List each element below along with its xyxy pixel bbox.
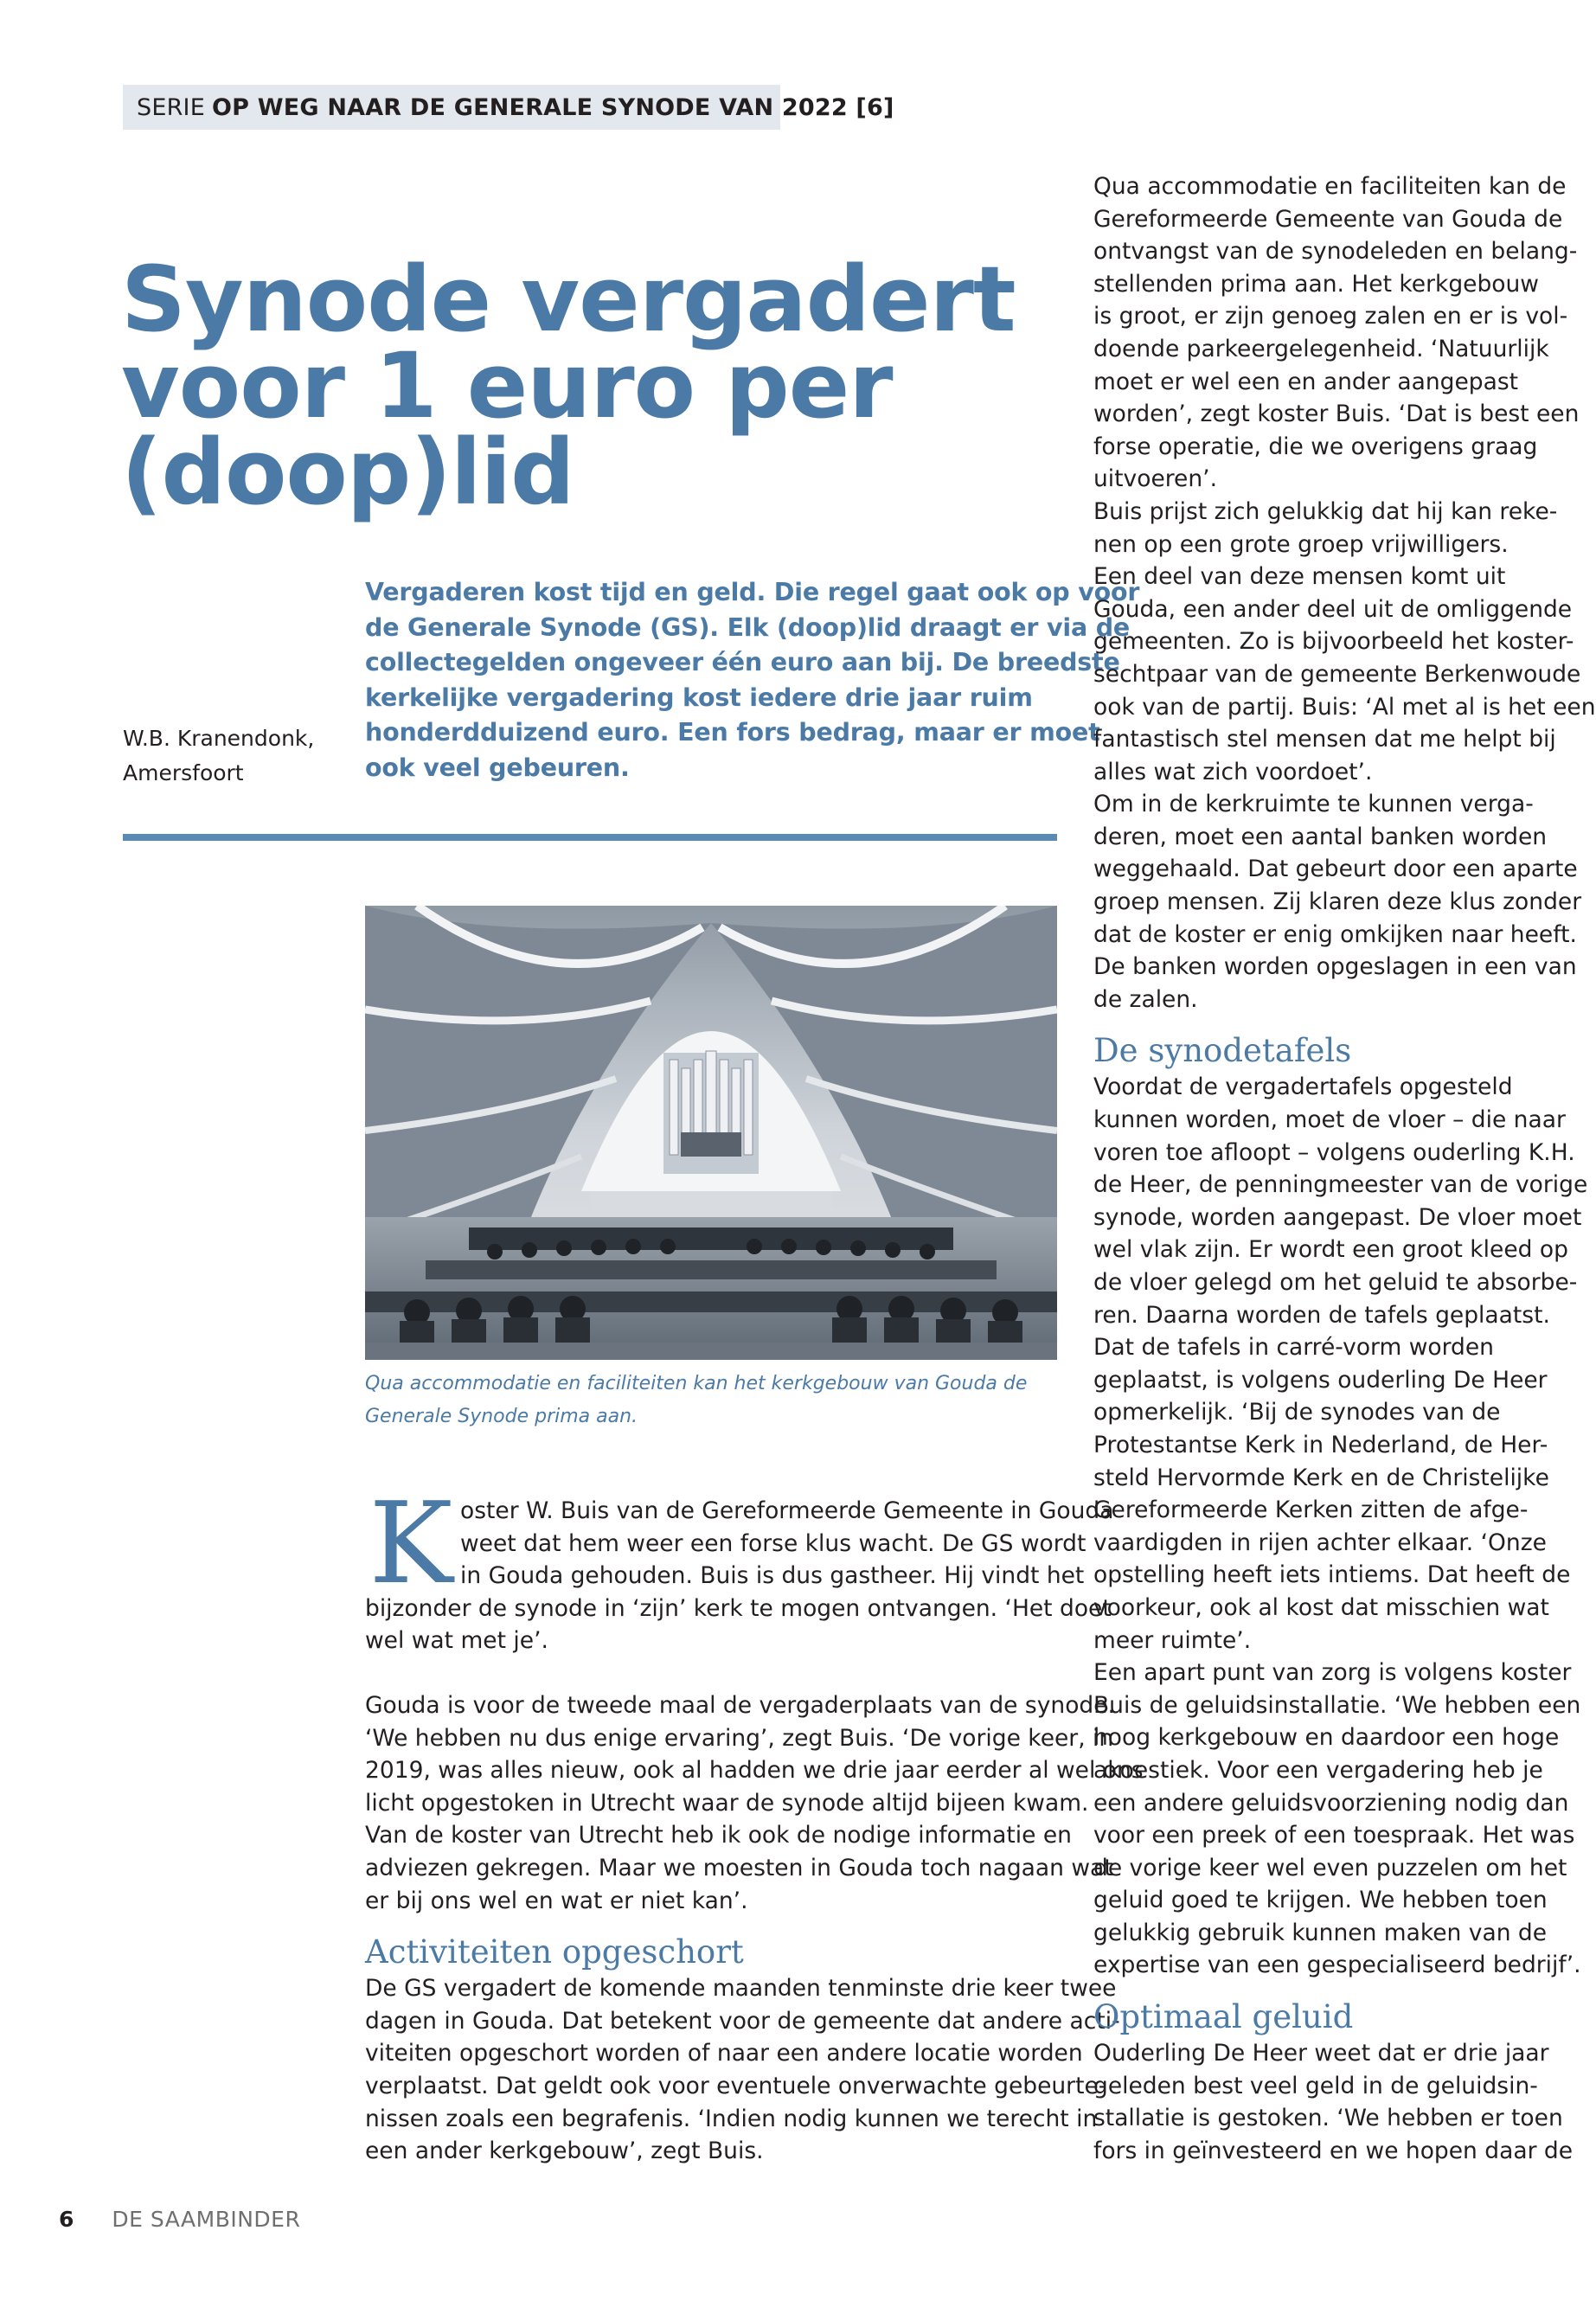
page-number: 6 [59, 2207, 74, 2232]
headline-line: voor 1 euro per [121, 333, 893, 439]
body-line: voor een preek of een toespraak. Het was [1093, 1822, 1575, 1849]
intro-paragraph [365, 575, 1140, 785]
page-footer [59, 2207, 300, 2232]
body-line: groep mensen. Zij klaren deze klus zonder [1093, 888, 1582, 916]
body-line: nissen zoals een begrafenis. ‘Indien nodig kunnen we terecht in [365, 2105, 1098, 2132]
headline-line: Synode vergadert [121, 247, 1016, 352]
byline [123, 721, 330, 791]
series-title: OP WEG NAAR DE GENERALE SYNODE VAN 2022 [6] [211, 93, 894, 121]
body-line: vaardigden in rijen achter elkaar. ‘Onze [1093, 1529, 1547, 1556]
body-line: moet er wel een en ander aangepast [1093, 368, 1519, 395]
headline [121, 247, 1055, 525]
body-line: er bij ons wel en wat er niet kan’. [365, 1887, 748, 1914]
body-line: ‘We hebben nu dus enige ervaring’, zegt Buis. ‘De vorige keer, in [365, 1724, 1114, 1752]
body-line: synode, worden aangepast. De vloer moet [1093, 1203, 1582, 1231]
body-line: forse operatie, die we overigens graag [1093, 433, 1538, 460]
body-line: opstelling heeft iets intiems. Dat heeft de [1093, 1561, 1571, 1589]
body-line: Buis de geluidsinstallatie. ‘We hebben een [1093, 1691, 1581, 1719]
intro-line: ook veel gebeuren. [365, 753, 630, 782]
body-line: Gouda, een ander deel uit de omliggende [1093, 595, 1573, 623]
body-line: ontvangst van de synodeleden en belang- [1093, 238, 1578, 266]
body-line: is groot, er zijn genoeg zalen en er is vol- [1093, 303, 1568, 330]
body-line: alles wat zich voordoet’. [1093, 758, 1373, 785]
body-line: Qua accommodatie en faciliteiten kan de [1093, 173, 1567, 200]
body-line: ren. Daarna worden de tafels geplaatst. [1093, 1301, 1550, 1329]
body-line: de vorige keer wel even puzzelen om het [1093, 1854, 1567, 1881]
intro-line: Vergaderen kost tijd en geld. Die regel gaat ook op voor [365, 578, 1140, 606]
body-line: Buis prijst zich gelukkig dat hij kan reke- [1093, 497, 1558, 525]
body-line: wel wat met je’. [365, 1627, 548, 1655]
body-line: viteiten opgeschort worden of naar een andere locatie worden [365, 2040, 1083, 2067]
caption-line: Qua accommodatie en faciliteiten kan het kerkgebouw van Gouda de [365, 1373, 1028, 1394]
body-line: gemeenten. Zo is bijvoorbeeld het koster- [1093, 628, 1574, 656]
series-banner [123, 85, 894, 130]
body-line: akoestiek. Voor een vergadering heb je [1093, 1756, 1543, 1784]
body-line: geplaatst, is volgens ouderling De Heer [1093, 1366, 1548, 1394]
intro-line: honderdduizend euro. Een fors bedrag, maar er moet [365, 718, 1100, 747]
body-line: Om in de kerkruimte te kunnen verga- [1093, 791, 1534, 818]
body-line: Gouda is voor de tweede maal de vergaderplaats van de synode. [365, 1691, 1115, 1719]
body-line: weet dat hem weer een forse klus wacht. De GS wordt [460, 1529, 1086, 1557]
body-line: de vloer gelegd om het geluid te absorbe- [1093, 1269, 1578, 1296]
body-line: uitvoeren’. [1093, 465, 1218, 493]
body-line: stellenden prima aan. Het kerkgebouw [1093, 270, 1539, 298]
church-interior-photo [365, 906, 1057, 1360]
body-line: de zalen. [1093, 985, 1198, 1013]
body-line: De banken worden opgeslagen in een van [1093, 953, 1577, 981]
body-line: gelukkig gebruik kunnen maken van de [1093, 1919, 1548, 1946]
body-line: deren, moet een aantal banken worden [1093, 823, 1548, 850]
body-line: doende parkeergelegenheid. ‘Natuurlijk [1093, 335, 1549, 362]
body-line: geluid goed te krijgen. We hebben toen [1093, 1887, 1548, 1914]
body-line: Van de koster van Utrecht heb ik ook de nodige informatie en [365, 1822, 1072, 1849]
intro-line: de Generale Synode (GS). Elk (doop)lid draagt er via de [365, 612, 1131, 642]
body-line: een andere geluidsvoorziening nodig dan [1093, 1789, 1569, 1817]
body-line: opmerkelijk. ‘Bij de synodes van de [1093, 1399, 1501, 1426]
magazine-name: DE SAAMBINDER [112, 2207, 301, 2232]
body-line: oster W. Buis van de Gereformeerde Gemeente in Gouda [460, 1497, 1114, 1524]
body-line: ook van de partij. Buis: ‘Al met al is het een [1093, 693, 1596, 721]
body-line: Ouderling De Heer weet dat er drie jaar [1093, 2040, 1549, 2067]
body-line: licht opgestoken in Utrecht waar de synode altijd bijeen kwam. [365, 1789, 1089, 1817]
section-divider [123, 834, 1057, 841]
intro-line: collectegelden ongeveer één euro aan bij. De breedste [365, 648, 1120, 676]
body-line: Dat de tafels in carré-vorm worden [1093, 1334, 1494, 1362]
body-line: nen op een grote groep vrijwilligers. [1093, 530, 1509, 558]
body-line: meer ruimte’. [1093, 1626, 1252, 1654]
body-line: Voordat de vergadertafels opgesteld [1093, 1074, 1513, 1101]
photo-caption [365, 1368, 1057, 1433]
body-line: dat de koster er enig omkijken naar heeft. [1093, 920, 1577, 948]
body-line: Een apart punt van zorg is volgens koster [1093, 1659, 1572, 1687]
body-line: een ander kerkgebouw’, zegt Buis. [365, 2138, 764, 2165]
author-location: Amersfoort [123, 760, 244, 785]
body-line: stallatie is gestoken. ‘We hebben er toen [1093, 2105, 1563, 2132]
body-line: fantastisch stel mensen dat me helpt bij [1093, 726, 1556, 753]
body-line: 2019, was alles nieuw, ook al hadden we drie jaar eerder al wel ons [365, 1757, 1144, 1785]
body-line: voren toe afloopt – volgens ouderling K.H. [1093, 1138, 1575, 1166]
body-line: wel vlak zijn. Er wordt een groot kleed op [1093, 1236, 1568, 1264]
body-line: voorkeur, ook al kost dat misschien wat [1093, 1593, 1549, 1621]
body-line: in Gouda gehouden. Buis is dus gastheer. Hij vindt het [460, 1562, 1085, 1590]
intro-line: kerkelijke vergadering kost iedere drie jaar ruim [365, 683, 1033, 712]
subheading-optimaal-geluid: Optimaal geluid [1093, 1998, 1354, 2036]
body-line: sechtpaar van de gemeente Berkenwoude [1093, 660, 1581, 688]
body-line: Gereformeerde Gemeente van Gouda de [1093, 205, 1563, 233]
series-prefix: SERIE [137, 93, 205, 121]
caption-line: Generale Synode prima aan. [365, 1406, 638, 1427]
body-line: De GS vergadert de komende maanden tenminste drie keer twee [365, 1975, 1117, 2003]
middle-column [365, 1477, 1144, 2168]
body-line: hoog kerkgebouw en daardoor een hoge [1093, 1724, 1560, 1752]
body-line: de Heer, de penningmeester van de vorige [1093, 1171, 1588, 1199]
subheading-synodetafels: De synodetafels [1093, 1032, 1352, 1070]
body-line: steld Hervormde Kerk en de Christelijke [1093, 1464, 1549, 1491]
body-line: weggehaald. Dat gebeurt door een aparte [1093, 856, 1578, 883]
body-line: worden’, zegt koster Buis. ‘Dat is best een [1093, 401, 1580, 428]
body-line: verplaatst. Dat geldt ook voor eventuele onverwachte gebeurte- [365, 2072, 1107, 2099]
subheading-activiteiten: Activiteiten opgeschort [365, 1933, 744, 1971]
body-line: Protestantse Kerk in Nederland, de Her- [1093, 1431, 1548, 1458]
right-column [1093, 170, 1596, 2167]
author-name: W.B. Kranendonk, [123, 726, 315, 751]
body-line: kunnen worden, moet de vloer – die naar [1093, 1106, 1566, 1134]
body-line: bijzonder de synode in ‘zijn’ kerk te mogen ontvangen. ‘Het doet [365, 1594, 1112, 1622]
body-line: Gereformeerde Kerken zitten de afge- [1093, 1497, 1529, 1524]
body-line: dagen in Gouda. Dat betekent voor de gemeente dat andere acti- [365, 2007, 1120, 2035]
headline-line: (doop)lid [121, 420, 574, 525]
body-line: Een deel van deze mensen komt uit [1093, 563, 1506, 591]
body-line: adviezen gekregen. Maar we moesten in Gouda toch nagaan wat [365, 1854, 1113, 1881]
body-line: fors in geïnvesteerd en we hopen daar de [1093, 2137, 1574, 2164]
body-line: expertise van een gespecialiseerd bedrijf’. [1093, 1952, 1581, 1979]
drop-cap: K [369, 1477, 453, 1609]
body-line: geleden best veel geld in de geluidsin- [1093, 2072, 1538, 2099]
